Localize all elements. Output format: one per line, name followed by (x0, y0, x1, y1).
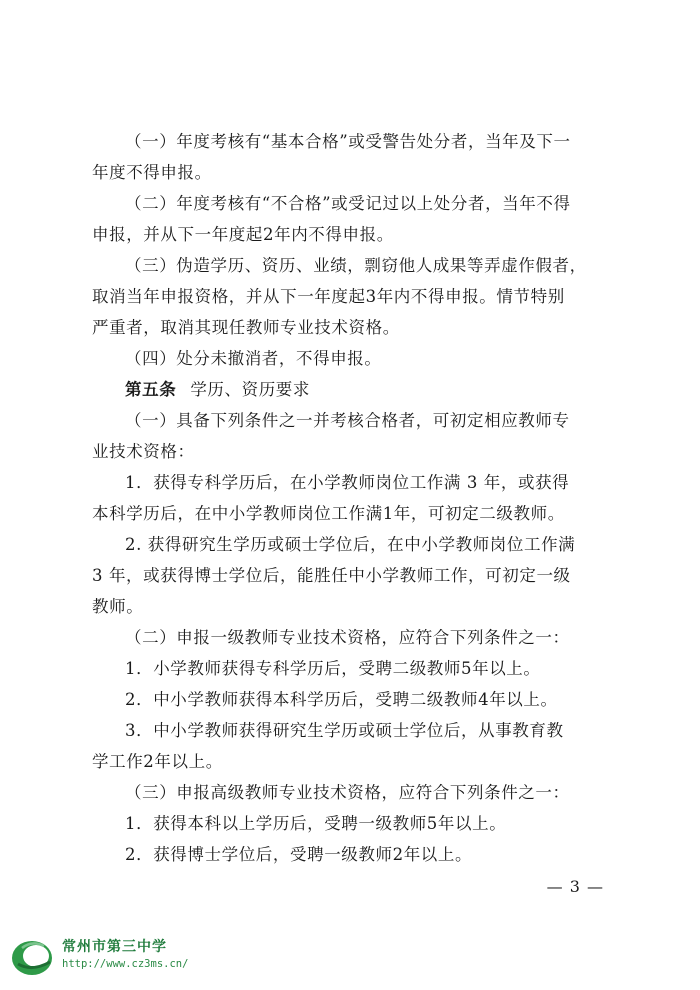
article-number: 第五条 (125, 380, 177, 399)
school-name: 常州市第三中学 (62, 938, 167, 954)
text-line: （三）伪造学历、资历、业绩，剽窃他人成果等弄虚作假者， (125, 256, 587, 275)
text-line: （二）申报一级教师专业技术资格，应符合下列条件之一： (125, 628, 570, 647)
text-line: 业技术资格： (92, 442, 195, 461)
text-line: 教师。 (92, 597, 144, 616)
text-line: 3 年，或获得博士学位后，能胜任中小学教师工作，可初定一级 (92, 566, 571, 585)
school-logo-icon (10, 934, 54, 978)
paragraph-4 (92, 343, 622, 374)
article-heading (92, 374, 622, 405)
text-line: 学工作2年以上。 (92, 752, 223, 771)
text-line: 2. 获得研究生学历或硕士学位后，在中小学教师岗位工作满 (125, 535, 576, 554)
paragraph-11 (92, 715, 622, 777)
text-line: 3．中小学教师获得研究生学历或硕士学位后，从事教育教 (125, 721, 564, 740)
school-url-link[interactable]: http://www.cz3ms.cn/ (62, 958, 189, 970)
document-body (92, 126, 622, 870)
text-line: 2．中小学教师获得本科学历后，受聘二级教师4年以上。 (125, 690, 558, 709)
paragraph-14 (92, 839, 622, 870)
paragraph-2 (92, 188, 622, 250)
paragraph-12 (92, 777, 622, 808)
paragraph-1 (92, 126, 622, 188)
site-watermark[interactable] (10, 932, 260, 982)
paragraph-3 (92, 250, 622, 343)
text-line: （一）具备下列条件之一并考核合格者，可初定相应教师专 (125, 411, 570, 430)
paragraph-7 (92, 529, 622, 622)
paragraph-9 (92, 653, 622, 684)
paragraph-6 (92, 467, 622, 529)
page-number: — 3 — (546, 877, 604, 896)
text-line: （三）申报高级教师专业技术资格，应符合下列条件之一： (125, 783, 570, 802)
text-line: 1．小学教师获得专科学历后，受聘二级教师5年以上。 (125, 659, 541, 678)
paragraph-5 (92, 405, 622, 467)
text-line: 严重者，取消其现任教师专业技术资格。 (92, 318, 400, 337)
text-line: 1．获得本科以上学历后，受聘一级教师5年以上。 (125, 814, 507, 833)
paragraph-13 (92, 808, 622, 839)
text-line: 2．获得博士学位后，受聘一级教师2年以上。 (125, 845, 473, 864)
text-line: （一）年度考核有“基本合格”或受警告处分者，当年及下一 (125, 132, 571, 151)
paragraph-8 (92, 622, 622, 653)
paragraph-10 (92, 684, 622, 715)
text-line: 1．获得专科学历后，在小学教师岗位工作满 3 年，或获得 (125, 473, 570, 492)
text-line: 本科学历后，在中小学教师岗位工作满1年，可初定二级教师。 (92, 504, 565, 523)
text-line: （四）处分未撤消者，不得申报。 (125, 349, 382, 368)
text-line: （二）年度考核有“不合格”或受记过以上处分者，当年不得 (125, 194, 571, 213)
text-line: 年度不得申报。 (92, 163, 212, 182)
article-title: 学历、资历要求 (190, 380, 311, 399)
text-line: 取消当年申报资格，并从下一年度起3年内不得申报。情节特别 (92, 287, 565, 306)
text-line: 申报，并从下一年度起2年内不得申报。 (92, 225, 394, 244)
